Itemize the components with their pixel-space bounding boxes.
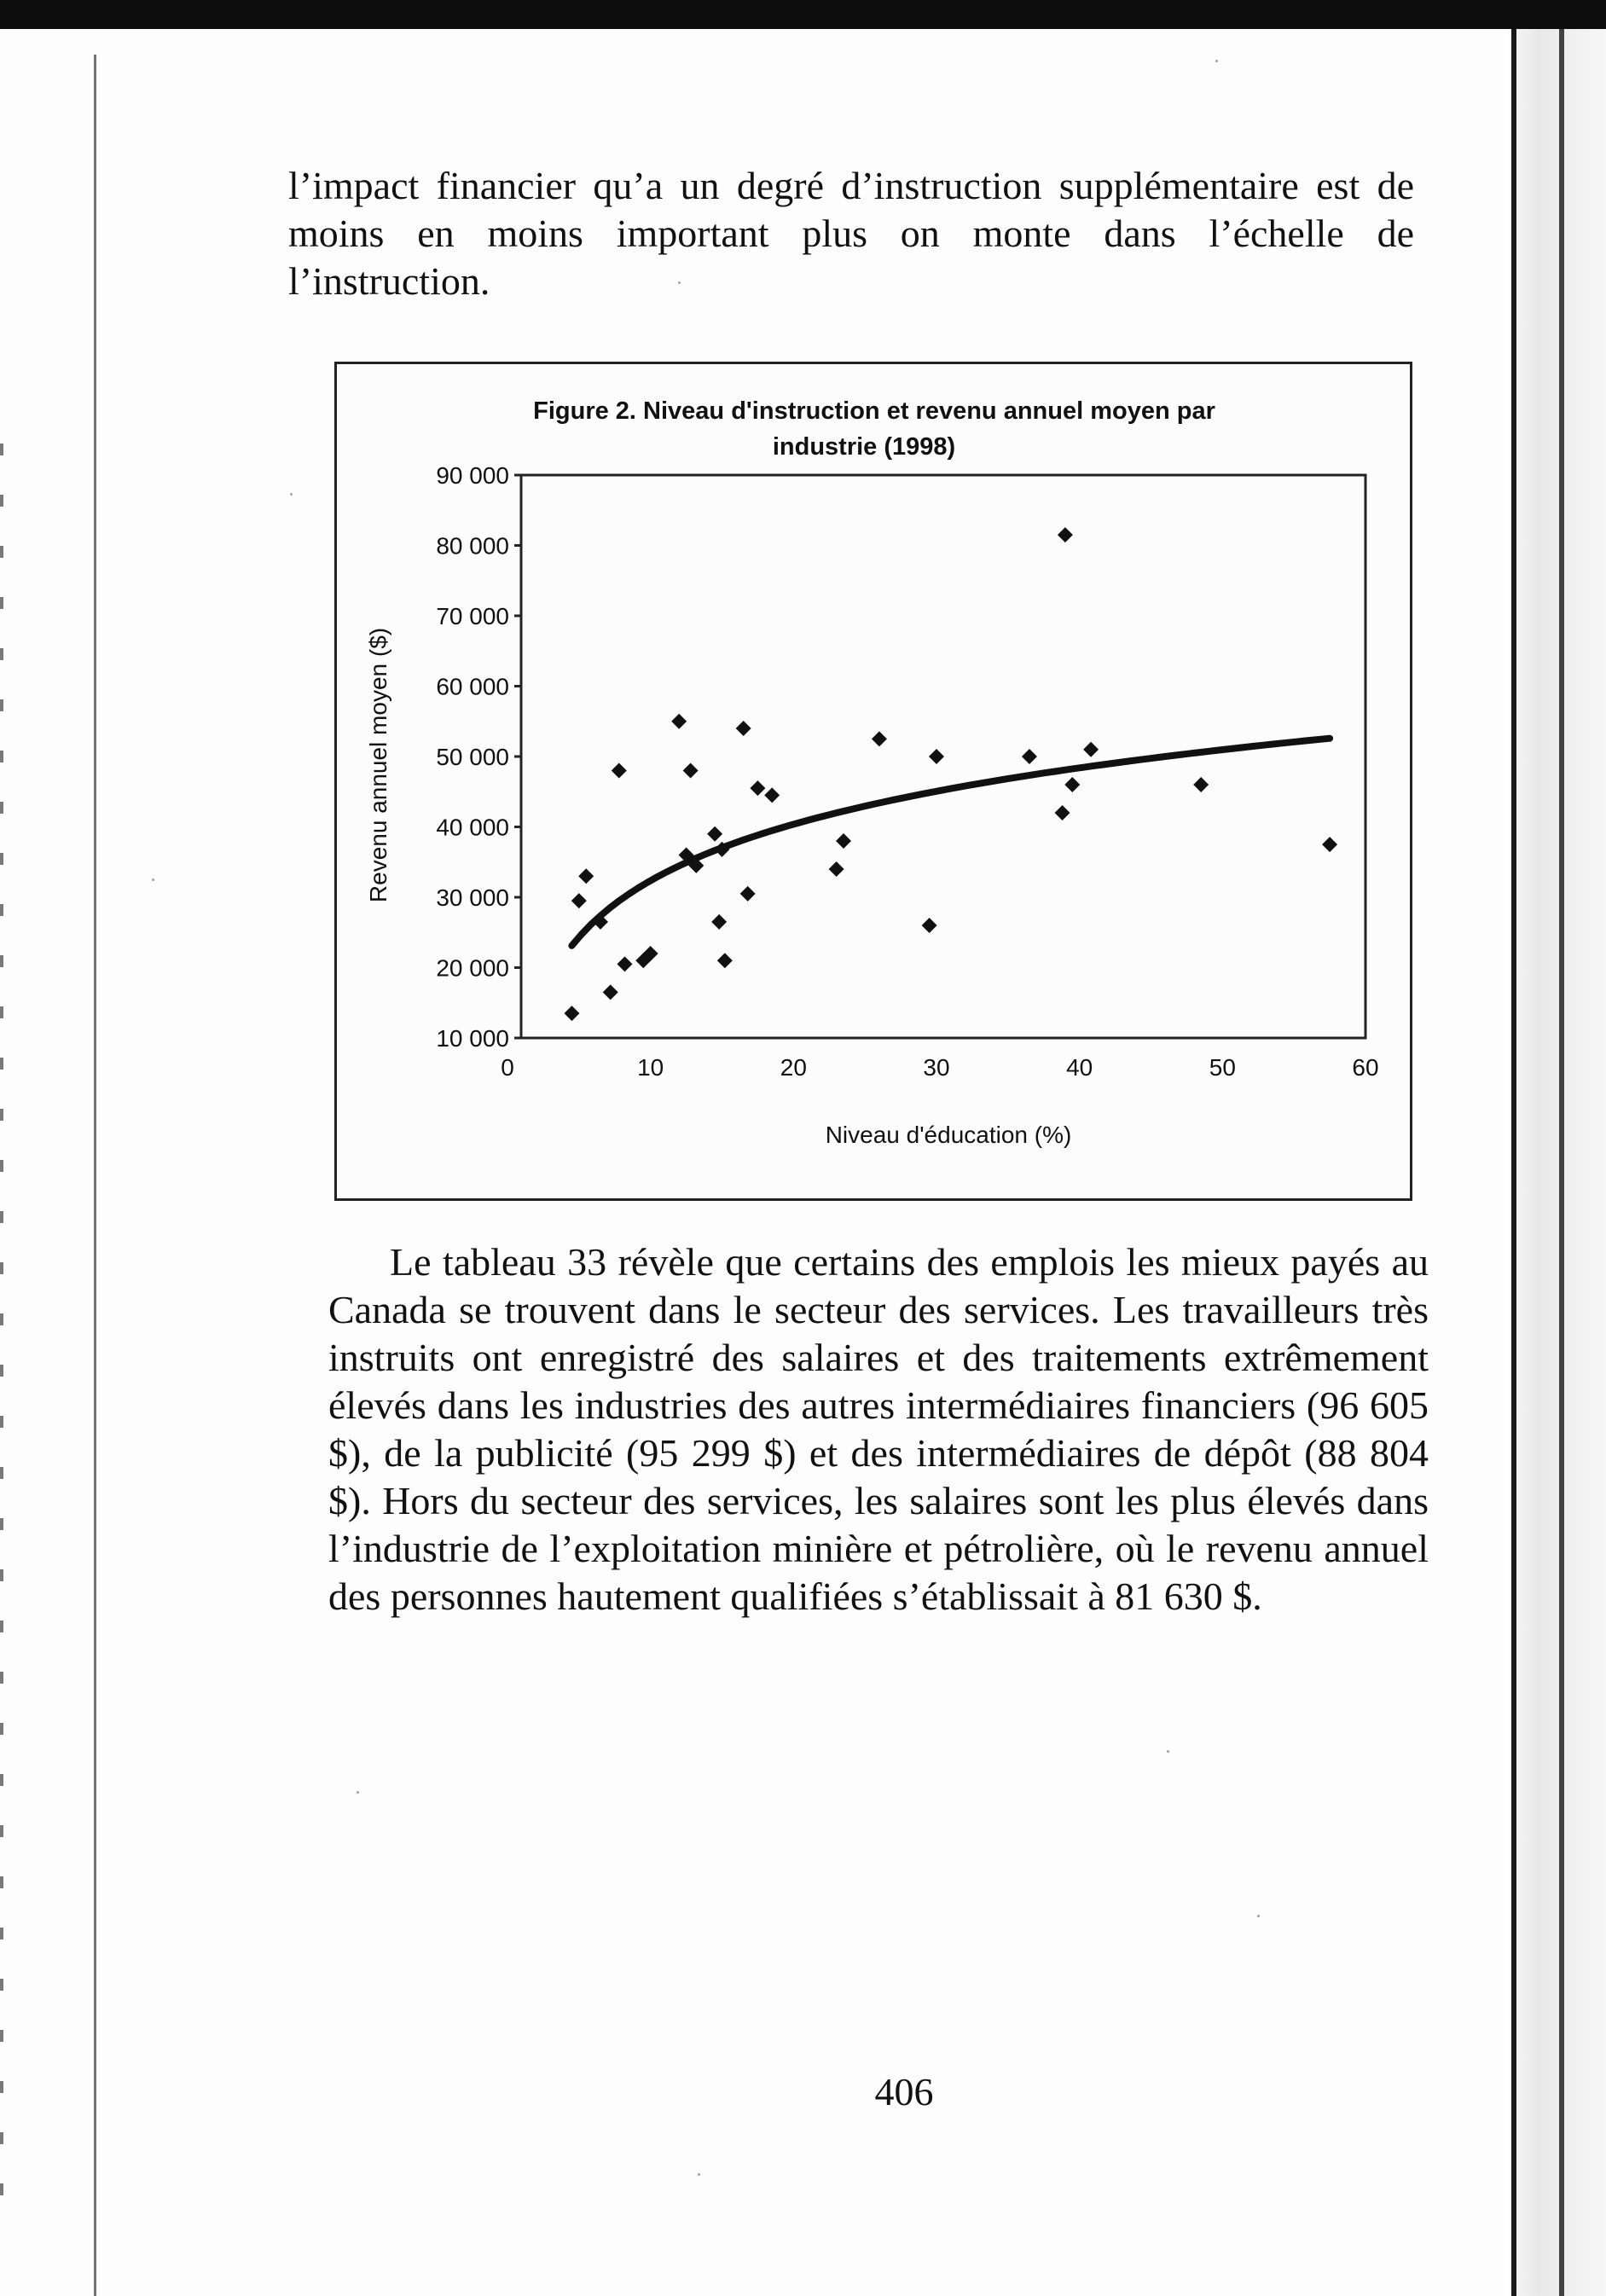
data-point-marker bbox=[603, 984, 618, 1000]
data-point-marker bbox=[829, 861, 844, 877]
y-axis-label: Revenu annuel moyen ($) bbox=[365, 627, 391, 903]
data-point-marker bbox=[750, 780, 765, 796]
data-point-marker bbox=[617, 956, 632, 971]
data-point-marker bbox=[1055, 805, 1070, 820]
y-tick-label: 90 000 bbox=[436, 462, 509, 489]
y-tick-label: 80 000 bbox=[436, 532, 509, 560]
data-point-marker bbox=[922, 918, 937, 933]
scan-speck bbox=[1215, 60, 1218, 62]
data-point-marker bbox=[683, 763, 699, 779]
x-tick-label: 50 bbox=[1209, 1054, 1236, 1081]
x-tick-label: 0 bbox=[501, 1054, 514, 1081]
y-tick-label: 10 000 bbox=[436, 1025, 509, 1052]
body-paragraph-top: l’impact financier qu’a un degré d’instruction supplémentaire est de moins en moins important plus on monte dans l’échelle de l’instruction. bbox=[288, 164, 1414, 303]
data-point-marker bbox=[571, 893, 587, 908]
data-point-marker bbox=[1064, 777, 1080, 792]
scan-top-border bbox=[0, 0, 1606, 29]
x-tick-label: 10 bbox=[637, 1054, 664, 1081]
data-point-marker bbox=[1083, 742, 1099, 757]
scan-speck bbox=[1167, 1750, 1169, 1753]
page-fold-line bbox=[94, 55, 96, 2296]
figure-2-chart bbox=[334, 362, 1412, 1201]
y-axis-ticks bbox=[436, 462, 521, 1052]
data-point-marker bbox=[1322, 837, 1337, 852]
data-point-marker bbox=[711, 914, 727, 930]
data-point-marker bbox=[764, 787, 780, 803]
x-tick-label: 40 bbox=[1066, 1054, 1093, 1081]
x-axis-label: Niveau d'éducation (%) bbox=[825, 1122, 1072, 1148]
y-tick-label: 20 000 bbox=[436, 954, 509, 982]
data-points bbox=[564, 527, 1337, 1021]
y-tick-label: 50 000 bbox=[436, 744, 509, 770]
x-tick-label: 60 bbox=[1352, 1054, 1379, 1081]
x-tick-label: 30 bbox=[923, 1054, 950, 1081]
data-point-marker bbox=[578, 868, 594, 884]
x-axis-ticks bbox=[501, 1054, 1378, 1081]
scan-speck bbox=[1257, 1915, 1260, 1917]
data-point-marker bbox=[717, 953, 733, 968]
scan-speck bbox=[698, 2173, 700, 2176]
body-paragraph-bottom: Le tableau 33 révèle que certains des emplois les mieux payés au Canada se trouvent dans le secteur des services. Les travailleurs très instruits ont enregistré des salaires et des traitements extrêmement élevés dans les industries des autres intermédiaires financiers (96 605 $), de la publicité (95 299 $) et des intermédiaires de dépôt (88 804 $). Hors du secteur des services, les salaires sont les plus élevés dans l’industrie de l’exploitation minière et pétrolière, où le revenu annuel des personnes hautement qualifiées s’établissait à 81 630 $. bbox=[328, 1240, 1429, 1618]
chart-title-line-2: industrie (1998) bbox=[772, 433, 956, 461]
data-point-marker bbox=[836, 833, 851, 849]
y-tick-label: 30 000 bbox=[436, 884, 509, 911]
x-tick-label: 20 bbox=[780, 1054, 807, 1081]
scan-speck bbox=[152, 878, 154, 881]
data-point-marker bbox=[1058, 527, 1073, 542]
scan-speck bbox=[357, 1791, 359, 1794]
scan-left-edge bbox=[0, 444, 3, 2235]
chart-title-line-1: Figure 2. Niveau d'instruction et revenu annuel moyen par bbox=[533, 397, 1215, 425]
data-point-marker bbox=[1193, 777, 1209, 792]
scan-right-edge bbox=[1505, 29, 1606, 2296]
page-number: 406 bbox=[874, 2070, 934, 2113]
data-point-marker bbox=[740, 886, 756, 902]
data-point-marker bbox=[707, 826, 722, 842]
scan-speck bbox=[290, 493, 293, 496]
data-point-marker bbox=[1022, 749, 1037, 764]
data-point-marker bbox=[929, 749, 944, 764]
y-tick-label: 70 000 bbox=[436, 603, 509, 629]
data-point-marker bbox=[612, 763, 627, 779]
data-point-marker bbox=[872, 731, 887, 746]
scatter-chart-svg bbox=[337, 364, 1415, 1203]
data-point-marker bbox=[736, 721, 751, 736]
y-tick-label: 60 000 bbox=[436, 673, 509, 700]
data-point-marker bbox=[564, 1006, 579, 1021]
data-point-marker bbox=[671, 714, 687, 729]
y-tick-label: 40 000 bbox=[436, 814, 509, 841]
